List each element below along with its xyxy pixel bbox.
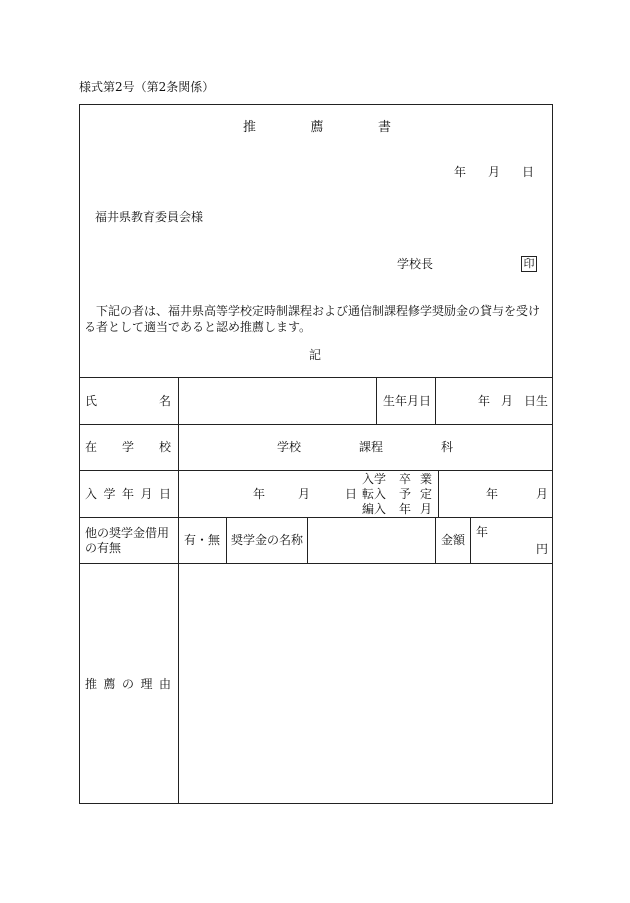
school-field: 学校 bbox=[277, 440, 302, 454]
entry-type-admission: 入学 bbox=[362, 472, 387, 486]
enrollment-month: 月 bbox=[298, 487, 311, 501]
grad-char: 定 bbox=[420, 487, 433, 501]
grad-year: 年 bbox=[486, 487, 499, 501]
grad-char: 予 bbox=[399, 487, 412, 501]
column-line bbox=[470, 517, 471, 563]
issue-date: 年 月 日 bbox=[454, 165, 534, 179]
column-line bbox=[226, 517, 227, 563]
seal-mark: 印 bbox=[521, 256, 537, 272]
entry-type-reenroll: 編入 bbox=[362, 502, 387, 516]
amount-year: 年 bbox=[476, 525, 489, 539]
yes-no-choice: 有・無 bbox=[184, 533, 221, 547]
reason-label: 推 薦 の 理 由 bbox=[85, 677, 171, 691]
column-line bbox=[435, 517, 436, 563]
column-line bbox=[435, 377, 436, 424]
grad-char: 年 bbox=[399, 502, 412, 516]
other-scholarship-label: 他の奨学金借用 bbox=[85, 526, 170, 540]
scholarship-name-label: 奨学金の名称 bbox=[231, 533, 304, 547]
form-number: 様式第2号（第2条関係） bbox=[79, 80, 215, 94]
grad-char: 月 bbox=[420, 502, 433, 516]
entry-type-transfer: 転入 bbox=[362, 487, 387, 501]
course-field: 課程 bbox=[359, 440, 384, 454]
row-line bbox=[79, 377, 553, 378]
enrollment-year: 年 bbox=[253, 487, 266, 501]
grad-month: 月 bbox=[536, 487, 549, 501]
school-label: 在 学 校 bbox=[85, 440, 171, 454]
recommendation-text: 下記の者は、福井県高等学校定時制課程および通信制課程修学奨励金の貸与を受ける者として適当であると認め推薦します。 bbox=[84, 304, 541, 334]
grad-char: 卒 bbox=[399, 472, 412, 486]
enrollment-date-label: 入 学 年 月 日 bbox=[85, 487, 171, 501]
amount-yen: 円 bbox=[536, 542, 549, 556]
column-line bbox=[178, 377, 179, 804]
other-scholarship-label-2: の有無 bbox=[85, 541, 122, 555]
addressee: 福井県教育委員会様 bbox=[95, 210, 204, 224]
row-line bbox=[79, 563, 553, 564]
form-frame bbox=[79, 104, 553, 804]
column-line bbox=[307, 517, 308, 563]
row-line bbox=[79, 517, 553, 518]
grad-char: 業 bbox=[420, 472, 433, 486]
department-field: 科 bbox=[441, 440, 454, 454]
name-label: 氏 名 bbox=[85, 394, 171, 408]
row-line bbox=[79, 470, 553, 471]
enrollment-day: 日 bbox=[345, 487, 358, 501]
column-line bbox=[438, 470, 439, 517]
document-title: 推 薦 書 bbox=[243, 120, 391, 135]
row-line bbox=[79, 424, 553, 425]
ki-mark: 記 bbox=[309, 348, 322, 362]
amount-label: 金額 bbox=[441, 533, 466, 547]
column-line bbox=[376, 377, 377, 424]
principal-label: 学校長 bbox=[397, 257, 434, 271]
birth-date-value: 年 月 日生 bbox=[478, 394, 548, 408]
birth-date-label: 生年月日 bbox=[383, 394, 432, 408]
